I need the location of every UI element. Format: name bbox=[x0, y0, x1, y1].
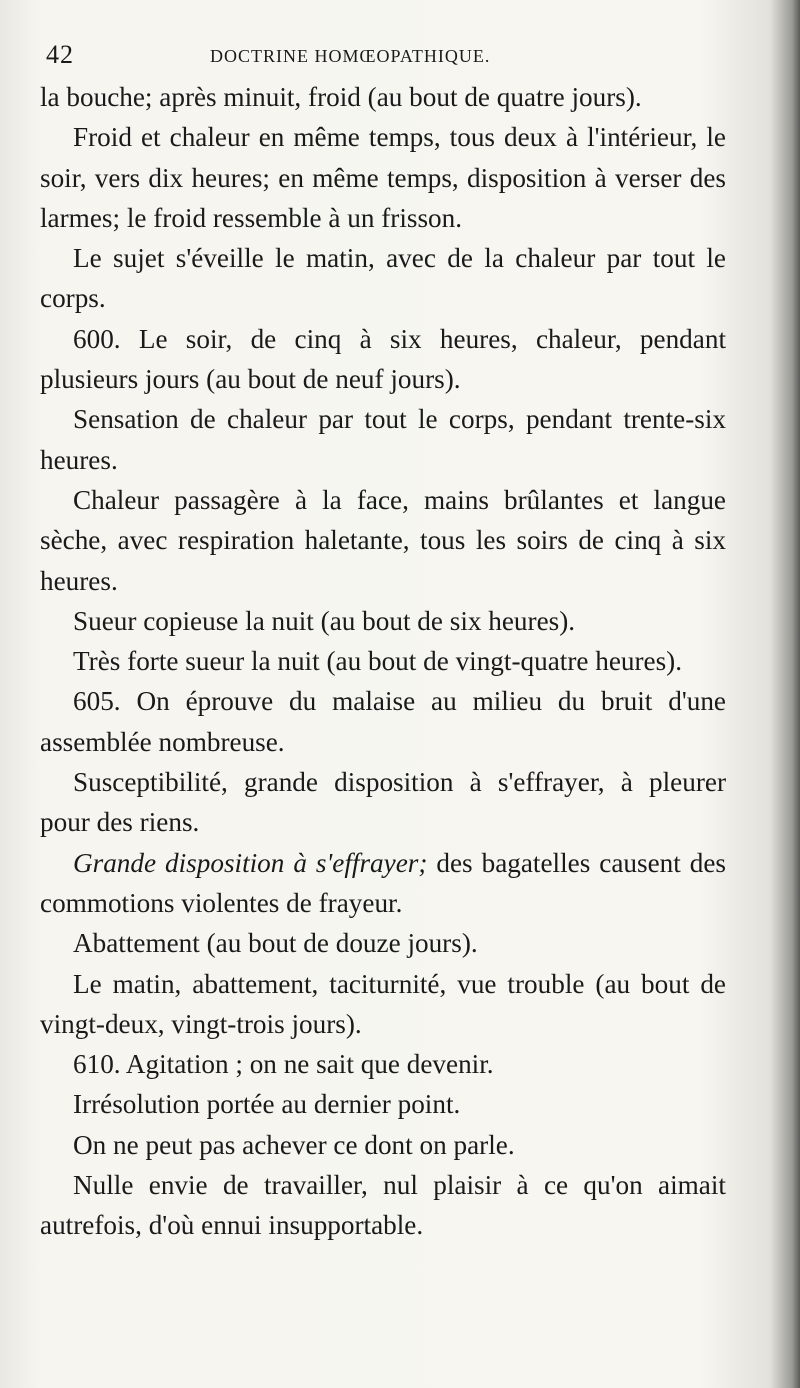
paragraph-continuation: la bouche; après minuit, froid (au bout de quatre jours). bbox=[40, 82, 642, 112]
body-text bbox=[40, 77, 726, 1246]
paragraph: Nulle envie de travailler, nul plaisir à ce qu'on aimait autrefois, d'où ennui insupportable. bbox=[40, 1170, 726, 1241]
page-number: 42 bbox=[46, 40, 74, 69]
paragraph: Irrésolution portée au dernier point. bbox=[73, 1089, 461, 1120]
paragraph: Froid et chaleur en même temps, tous deux à l'intérieur, le soir, vers dix heures; en même temps, disposition à verser des larmes; le froid ressemble à un frisson. bbox=[40, 122, 726, 233]
paragraph: Le sujet s'éveille le matin, avec de la chaleur par tout le corps. bbox=[40, 243, 726, 314]
paragraph-600: 600. Le soir, de cinq à six heures, chaleur, pendant plusieurs jours (au bout de neuf jours). bbox=[40, 323, 726, 395]
page-header bbox=[46, 40, 726, 76]
paragraph-605: 605. On éprouve du malaise au milieu du bruit d'une assemblée nombreuse. bbox=[40, 686, 726, 757]
running-title: DOCTRINE HOMŒOPATHIQUE. bbox=[210, 46, 491, 66]
paragraph: Très forte sueur la nuit (au bout de vingt-quatre heures). bbox=[73, 646, 683, 677]
paragraph-italic-lead bbox=[40, 843, 726, 924]
paragraph: Sensation de chaleur par tout le corps, pendant trente-six heures. bbox=[40, 404, 726, 475]
paragraph: Chaleur passagère à la face, mains brûlantes et langue sèche, avec respiration haletante, tous les soirs de cinq à six heures. bbox=[40, 484, 726, 596]
paragraph: Susceptibilité, grande disposition à s'effrayer, à pleurer pour des riens. bbox=[40, 767, 726, 838]
paragraph-610: 610. Agitation ; on ne sait que devenir. bbox=[73, 1049, 494, 1080]
roman-phrase: des bagatelles causent des commotions violentes de frayeur. bbox=[40, 847, 726, 918]
paragraph: On ne peut pas achever ce dont on parle. bbox=[73, 1129, 515, 1160]
paragraph: Sueur copieuse la nuit (au bout de six heures). bbox=[73, 605, 576, 636]
paragraph: Abattement (au bout de douze jours). bbox=[73, 928, 478, 959]
italic-phrase: Grande disposition à s'effrayer; bbox=[73, 847, 428, 878]
paragraph: Le matin, abattement, taciturnité, vue trouble (au bout de vingt-deux, vingt-trois jours). bbox=[40, 968, 726, 1039]
